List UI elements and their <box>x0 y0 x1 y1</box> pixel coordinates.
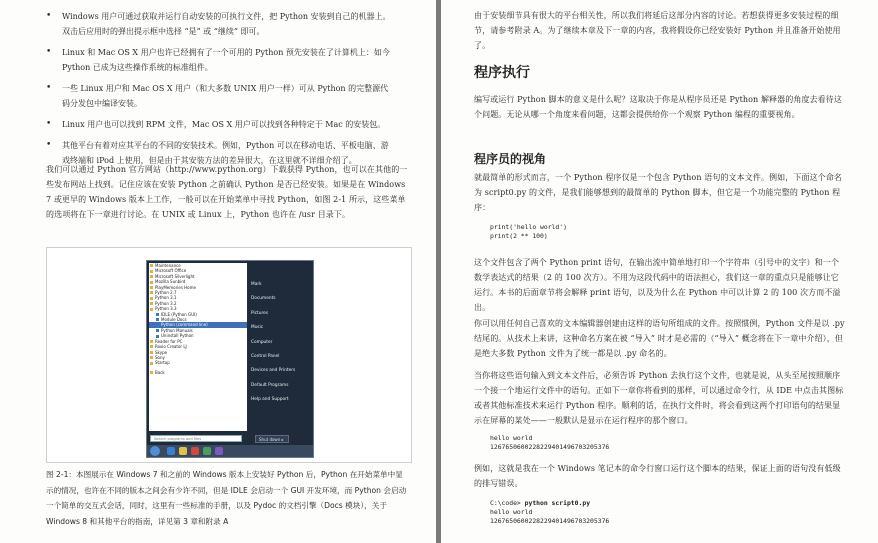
bullet-icon: • <box>46 119 52 129</box>
paragraph: 编写或运行 Python 脚本的意义是什么呢？这取决于你是从程序员还是 Python 解释器的角度去看待这个问题。无论从哪一个角度来看问题，这都会提供给你一个观察 Python 编程的重要视角。 <box>474 95 842 119</box>
bullet-icon: • <box>46 140 52 150</box>
start-menu-link: Control Panel <box>251 353 280 359</box>
start-menu-item: Python 2.7 <box>149 290 247 295</box>
paragraph: 你可以用任何自己喜欢的文本编辑器创建由这样的语句所组成的文件。按照惯例，Python 文件是以 .py 结尾的。从技术上来讲，这种命名方案在被 “导入” 时才是必需的（“导入” 概念将在下一章中介绍），但是绝大多数 Python 文件为了统一都是以 .py 命名的。 <box>474 319 845 358</box>
subsection-heading: 程序员的视角 <box>474 152 547 166</box>
start-menu-screenshot <box>146 260 314 458</box>
start-menu-item: Python 3.2 <box>149 301 247 306</box>
start-menu-item: Mozilla Sunbird <box>149 279 247 284</box>
paragraph: 当你将这些语句输入到文本文件后，必须告诉 Python 去执行这个文件，也就是说，从头至尾按照顺序一个接一个地运行文件中的语句。正如下一章你将看到的那样，可以通过命令行，从 IDE 中点击其图标或者其他标准技术来运行 Python 程序。顺利的话，在执行文件时，将会看到这两个打印语句的结果显示在屏幕的某处——一般默认是显示在运行程序的那个窗口。 <box>474 371 844 425</box>
start-menu-item: Uninstall Python <box>149 333 247 338</box>
ie-icon <box>167 447 175 455</box>
install-options-list <box>44 9 394 174</box>
list-item: • Linux 和 Mac OS X 用户也许已经拥有了一个可用的 Python 预先安装在了计算机上：如今 Python 已成为这些操作系统的标准组件。 <box>46 47 390 72</box>
start-menu-item: Maintenance <box>149 263 247 268</box>
download-paragraph: 我们可以通过 Python 官方网站（http://www.python.org）下载获得 Python，也可以在其他的一些发布网站上找到。记住应该在安装 Python 之前确认 Python 是否已经安装。如果是在 Windows 7 或更早的 Windows 版本上工作，一般可以在开始菜单中寻找 Python，如图 2-1 所示，这些菜单的选项将在下一章进行讨论。在 UNIX 或 Linux 上，Python 也许在 /usr 目录下。 <box>46 165 408 219</box>
start-menu-link: Devices and Printers <box>251 368 296 374</box>
start-menu-item: Skype <box>149 350 247 355</box>
media-icon <box>191 447 199 455</box>
console-prompt: C:\code> <box>490 499 521 507</box>
paragraph: 这个文件包含了两个 Python print 语句，在输出流中简单地打印一个字符串（引号中的文字）和一个数学表达式的结果（2 的 100 次方）。不用为这段代码中的语法担心，我们这一章的重点只是能够让它运行。本书的后面章节将会解释 print 语句，以及为什么在 Python 中可以计算 2 的 100 次方而不溢出。 <box>474 258 841 312</box>
start-menu-link: Mark <box>251 282 262 287</box>
start-menu-link: Music <box>251 325 264 331</box>
bullet-icon: • <box>46 11 52 21</box>
start-menu-right-pane <box>251 263 311 431</box>
start-menu-item: Startup <box>149 360 247 365</box>
start-menu-item: PlayMemories Home <box>149 285 247 290</box>
output-block: hello world 1267650600228229401496703205376 <box>490 434 610 451</box>
start-menu-link: Help and Support <box>251 397 289 403</box>
shutdown-button: Shut down ▸ <box>255 435 289 443</box>
start-menu-link: Computer <box>251 339 273 345</box>
bullet-icon: • <box>46 47 52 57</box>
list-item: • Windows 用户可通过获取并运行自动安装的可执行文件，把 Python 安装到自己的机器上。双击后应用时的弹出提示框中选择 “是” 或 “继续” 即可。 <box>46 11 391 36</box>
bullet-icon: • <box>46 83 52 93</box>
start-menu-item: Microsoft Office <box>149 268 247 273</box>
start-menu-item: Python Manuals <box>149 328 247 333</box>
start-menu-link: Documents <box>251 296 276 302</box>
programs-list <box>149 263 247 431</box>
right-page <box>441 0 878 543</box>
start-menu-item: Sony <box>149 355 247 360</box>
start-orb-icon <box>150 446 160 456</box>
start-menu-link: Default Programs <box>251 382 289 388</box>
app-icon <box>215 447 223 455</box>
start-menu-link: Pictures <box>251 310 269 316</box>
folder-icon <box>179 447 187 455</box>
intro-paragraph: 由于安装细节具有很大的平台相关性，所以我们将延后这部分内容的讨论。若想获得更多安装过程的细节，请参考附录 A。为了继续本章及下一章的内容，我将假设你已经安装好 Python 并且准备开始使用了。 <box>474 11 841 50</box>
start-menu-item: Python 3.1 <box>149 295 247 300</box>
start-menu-item: Module Docs <box>149 317 247 322</box>
start-menu-item: Python 3.3 <box>149 306 247 311</box>
list-item: • 其他平台有着对应其平台的不同的安装技术。例如，Python 可以在移动电话、平板电脑、游戏终端和 iPod 上使用，但是由于其安装方法的差异很大，在这里就不详细介绍了。 <box>46 140 389 165</box>
paragraph: 就最简单的形式而言，一个 Python 程序仅是一个包含 Python 语句的文本文件。例如，下面这个命名为 script0.py 的文件，是我们能够想到的最简单的 Python 脚本，但它是一个功能完整的 Python 程序： <box>474 173 842 212</box>
search-box: Search programs and files <box>150 435 242 442</box>
section-heading: 程序执行 <box>474 65 530 81</box>
paragraph: 例如，这就是我在一个 Windows 笔记本的命令行窗口运行这个脚本的结果，保证上面的语句没有低级的排写错误。 <box>474 464 841 488</box>
start-menu-item: Roxio Creator LJ <box>149 344 247 349</box>
back-button: Back <box>149 370 247 375</box>
code-block: print('hello world') print(2 ** 100) <box>490 223 567 240</box>
app-icon <box>203 447 211 455</box>
start-menu-item: IDLE (Python GUI) <box>149 312 247 317</box>
list-item: • 一些 Linux 用户和 Mac OS X 用户（和大多数 UNIX 用户一样）可从 Python 的完整源代码分发包中编译安装。 <box>46 83 389 108</box>
taskbar <box>147 445 313 457</box>
start-menu-item: Reader for PC <box>149 339 247 344</box>
start-menu-item: Python (command line) <box>149 322 247 327</box>
figure-2-1 <box>46 247 412 463</box>
console-command: python script0.py <box>520 499 591 507</box>
console-block <box>490 499 609 526</box>
list-item: • Linux 用户也可以找到 RPM 文件，Mac OS X 用户可以找到各种特定于 Mac 的安装包。 <box>44 117 394 132</box>
figure-caption: 图 2-1：本图展示在 Windows 7 和之前的 Windows 版本上安装好 Python 后，Python 在开始菜单中显示的情况，也许在不同的版本之间会有少许不同，但是 IDLE 会启动一个 GUI 开发环境，而 Python 会启动一个简单的交互式会话，同时，这里有一些标准的手册，以及 Pydoc 的文档引擎（Docs 模块），关于 Windows 8 和其他平台的指南，详见第 3 章和附录 A <box>46 470 407 526</box>
console-output: hello world 1267650600228229401496703205376 <box>490 508 610 525</box>
start-menu-item: Microsoft Silverlight <box>149 274 247 279</box>
left-page <box>0 0 436 543</box>
